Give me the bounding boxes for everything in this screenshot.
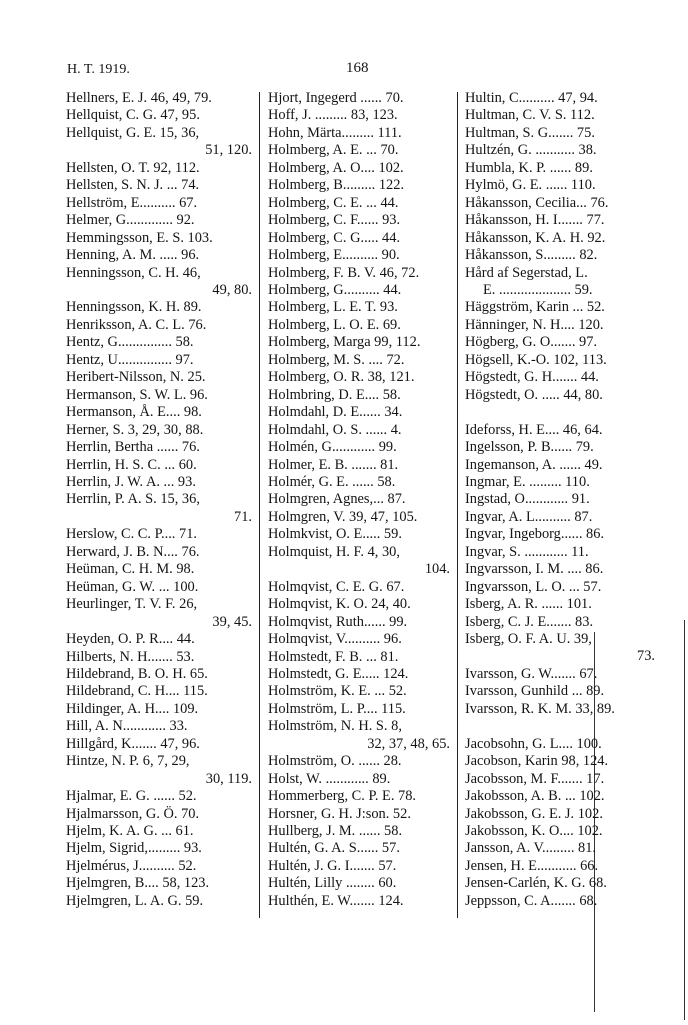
index-entry: Isberg, O. F. A. U. 39, bbox=[465, 631, 592, 648]
index-entry: Ivarsson, G. W....... 67. bbox=[465, 665, 598, 682]
index-entry: Holmström, N. H. S. 8, bbox=[268, 718, 402, 735]
running-header: H. T. 1919. bbox=[67, 62, 130, 77]
index-entry: Holmberg, Marga 99, 112. bbox=[268, 334, 421, 351]
index-entry: Hullberg, J. M. ...... 58. bbox=[268, 823, 403, 840]
index-entry: Hellsten, O. T. 92, 112. bbox=[66, 159, 200, 176]
index-entry: Holmberg, L. E. T. 93. bbox=[268, 299, 398, 316]
index-entry: Holmberg, A. E. ... 70. bbox=[268, 142, 399, 159]
index-entry: Hultén, J. G. I....... 57. bbox=[268, 857, 397, 874]
index-entry: Ideforss, H. E.... 46, 64. bbox=[465, 421, 603, 438]
index-entry: Holmström, L. P.... 115. bbox=[268, 700, 406, 717]
index-entry: Ingemanson, A. ...... 49. bbox=[465, 456, 603, 473]
index-entry: Hellquist, C. G. 47, 95. bbox=[66, 107, 200, 124]
index-entry: Holmberg, L. O. E. 69. bbox=[268, 316, 401, 333]
index-entry: Holmqvist, V.......... 96. bbox=[268, 631, 402, 648]
index-entry: Jakobsson, A. B. ... 102. bbox=[465, 788, 605, 805]
index-entry: Holmberg, C. F...... 93. bbox=[268, 212, 401, 229]
column-divider bbox=[259, 92, 260, 918]
binding-line bbox=[684, 620, 685, 1020]
index-column-2 bbox=[268, 90, 450, 910]
index-entry: Heüman, C. H. M. 98. bbox=[66, 561, 195, 578]
index-entry: Ingelsson, P. B...... 79. bbox=[465, 439, 594, 456]
index-entry: Holmkvist, O. E..... 59. bbox=[268, 526, 402, 543]
index-entry: Holmqvist, C. E. G. 67. bbox=[268, 578, 405, 595]
index-entry: Jeppsson, C. A....... 68. bbox=[465, 892, 598, 909]
index-entry: Holmqvist, Ruth...... 99. bbox=[268, 613, 408, 630]
index-entry: Hommerberg, C. P. E. 78. bbox=[268, 788, 417, 805]
index-entry: Humbla, K. P. ...... 89. bbox=[465, 159, 593, 176]
index-entry: Hultén, Lilly ........ 60. bbox=[268, 875, 397, 892]
index-entry: Hjelmgren, B.... 58, 123. bbox=[66, 875, 210, 892]
index-entry: Håkansson, S......... 82. bbox=[465, 247, 598, 264]
index-entry: Jacobsohn, G. L.... 100. bbox=[465, 735, 602, 752]
index-entry: Herner, S. 3, 29, 30, 88. bbox=[66, 421, 204, 438]
index-column-3 bbox=[465, 90, 655, 910]
index-entry: Hildebrand, C. H.... 115. bbox=[66, 683, 208, 700]
index-entry: Hill, A. N............ 33. bbox=[66, 718, 188, 735]
index-entry: Jacobson, Karin 98, 124. bbox=[465, 753, 609, 770]
index-entry: Herslow, C. C. P.... 71. bbox=[66, 526, 197, 543]
index-entry: Holmquist, H. F. 4, 30, bbox=[268, 543, 400, 560]
index-entry: Hellquist, G. E. 15, 36, bbox=[66, 124, 200, 141]
index-entry: Jakobsson, G. E. J. 102. bbox=[465, 805, 603, 822]
index-entry: Henningsson, K. H. 89. bbox=[66, 299, 202, 316]
index-entry: Hellström, E.......... 67. bbox=[66, 194, 198, 211]
index-entry: Håkansson, Cecilia... 76. bbox=[465, 194, 609, 211]
index-entry: Heüman, G. W. ... 100. bbox=[66, 578, 199, 595]
index-entry: Hjelm, Sigrid,......... 93. bbox=[66, 840, 202, 857]
index-entry: Holmberg, G.......... 44. bbox=[268, 281, 402, 298]
index-entry: Hentz, U............... 97. bbox=[66, 351, 194, 368]
index-entry: Hjelmgren, L. A. G. 59. bbox=[66, 892, 204, 909]
index-entry: Holmberg, C. E. ... 44. bbox=[268, 194, 399, 211]
index-entry: Holmström, K. E. ... 52. bbox=[268, 683, 407, 700]
index-entry-continuation: 39, 45. bbox=[212, 613, 252, 630]
index-entry: Herward, J. B. N.... 76. bbox=[66, 543, 200, 560]
index-entry: Horsner, G. H. J:son. 52. bbox=[268, 805, 411, 822]
index-entry: Isberg, A. R. ...... 101. bbox=[465, 596, 592, 613]
index-entry: Holmbring, D. E.... 58. bbox=[268, 386, 401, 403]
index-entry: Ingvar, A. L.......... 87. bbox=[465, 508, 593, 525]
index-entry: Isberg, C. J. E....... 83. bbox=[465, 613, 594, 630]
index-entry: Hjort, Ingegerd ...... 70. bbox=[268, 90, 404, 106]
index-entry: Holmdahl, O. S. ...... 4. bbox=[268, 421, 402, 438]
index-entry: Heyden, O. P. R.... 44. bbox=[66, 631, 195, 648]
index-entry: Holmer, E. B. ....... 81. bbox=[268, 456, 399, 473]
index-entry: Hulthén, E. W....... 124. bbox=[268, 892, 404, 909]
index-entry: Jensen-Carlén, K. G. 68. bbox=[465, 875, 607, 892]
index-entry: Ivarsson, R. K. M. 33, 89. bbox=[465, 700, 615, 717]
index-entry: Högberg, G. O....... 97. bbox=[465, 334, 598, 351]
index-entry: Herrlin, P. A. S. 15, 36, bbox=[66, 491, 200, 508]
index-entry: Herrlin, H. S. C. ... 60. bbox=[66, 456, 197, 473]
index-entry: Holmberg, E.......... 90. bbox=[268, 247, 400, 264]
index-entry: Holmberg, F. B. V. 46, 72. bbox=[268, 264, 420, 281]
index-entry: Hultén, G. A. S...... 57. bbox=[268, 840, 400, 857]
index-entry: Herrlin, J. W. A. ... 93. bbox=[66, 473, 196, 490]
index-entry: Ingmar, E. ......... 110. bbox=[465, 473, 590, 490]
index-entry: Holmstedt, G. E..... 124. bbox=[268, 665, 409, 682]
index-entry: Heurlinger, T. V. F. 26, bbox=[66, 596, 198, 613]
index-entry-continuation: 51, 120. bbox=[205, 142, 252, 159]
index-entry: Holmgren, Agnes,... 87. bbox=[268, 491, 406, 508]
entry-gap bbox=[465, 718, 655, 735]
index-entry: Hjelmérus, J.......... 52. bbox=[66, 857, 197, 874]
index-entry: Ingvar, S. ............ 11. bbox=[465, 543, 589, 560]
column-divider bbox=[457, 92, 458, 918]
index-entry: Hentz, G............... 58. bbox=[66, 334, 194, 351]
index-entry-continuation: 30, 119. bbox=[205, 770, 252, 787]
index-entry: Holmér, G. E. ...... 58. bbox=[268, 473, 396, 490]
index-entry: Häggström, Karin ... 52. bbox=[465, 299, 605, 316]
index-entry: Henningsson, C. H. 46, bbox=[66, 264, 201, 281]
index-entry: Jacobsson, M. F....... 17. bbox=[465, 770, 605, 787]
index-entry: Holmdahl, D. E...... 34. bbox=[268, 404, 403, 421]
index-entry: Hermanson, Å. E.... 98. bbox=[66, 404, 202, 421]
index-entry: Helmer, G............. 92. bbox=[66, 212, 195, 229]
index-entry: Holmberg, M. S. .... 72. bbox=[268, 351, 405, 368]
index-entry: Holmberg, C. G..... 44. bbox=[268, 229, 401, 246]
index-entry: Hultman, S. G....... 75. bbox=[465, 124, 595, 141]
index-entry-continuation: 32, 37, 48, 65. bbox=[367, 735, 450, 752]
index-entry: Hermanson, S. W. L. 96. bbox=[66, 386, 208, 403]
index-entry: Hildebrand, B. O. H. 65. bbox=[66, 665, 208, 682]
index-entry: Herrlin, Bertha ...... 76. bbox=[66, 439, 200, 456]
index-entry: Holmberg, B......... 122. bbox=[268, 177, 405, 194]
index-entry: Högsell, K.-O. 102, 113. bbox=[465, 351, 607, 368]
index-entry: Hoff, J. ......... 83, 123. bbox=[268, 107, 398, 124]
index-entry: Holmgren, V. 39, 47, 105. bbox=[268, 508, 418, 525]
index-entry: Högstedt, G. H....... 44. bbox=[465, 369, 599, 386]
index-entry: Hjalmarsson, G. Ö. 70. bbox=[66, 805, 200, 822]
index-entry: Hylmö, G. E. ...... 110. bbox=[465, 177, 596, 194]
index-entry: Hemmingsson, E. S. 103. bbox=[66, 229, 213, 246]
index-entry: Ingvar, Ingeborg...... 86. bbox=[465, 526, 605, 543]
index-entry: Hultman, C. V. S. 112. bbox=[465, 107, 595, 124]
index-entry-continuation: 104. bbox=[424, 561, 450, 578]
index-entry: Håkansson, K. A. H. 92. bbox=[465, 229, 606, 246]
index-entry: Hård af Segerstad, L. bbox=[465, 264, 588, 281]
index-entry: Ingvarsson, L. O. ... 57. bbox=[465, 578, 602, 595]
index-entry: Ingstad, O............ 91. bbox=[465, 491, 590, 508]
index-entry: Hildinger, A. H.... 109. bbox=[66, 700, 199, 717]
index-entry: Holmberg, A. O.... 102. bbox=[268, 159, 404, 176]
index-entry: Jansson, A. V......... 81. bbox=[465, 840, 597, 857]
index-entry: Holmberg, O. R. 38, 121. bbox=[268, 369, 415, 386]
index-entry: Hohn, Märta......... 111. bbox=[268, 124, 402, 141]
index-entry: Henning, A. M. ..... 96. bbox=[66, 247, 200, 264]
index-entry: Hintze, N. P. 6, 7, 29, bbox=[66, 753, 190, 770]
index-entry: Holmqvist, K. O. 24, 40. bbox=[268, 596, 411, 613]
index-entry: Högstedt, O. ..... 44, 80. bbox=[465, 386, 603, 403]
index-entry: Jensen, H. E........... 66. bbox=[465, 857, 599, 874]
index-entry: Ingvarsson, I. M. .... 86. bbox=[465, 561, 604, 578]
index-entry: Holmstedt, F. B. ... 81. bbox=[268, 648, 399, 665]
entry-gap bbox=[465, 404, 655, 421]
index-entry: Hänninger, N. H.... 120. bbox=[465, 316, 604, 333]
index-entry: Jakobsson, K. O.... 102. bbox=[465, 823, 603, 839]
index-entry: E. .................... 59. bbox=[483, 281, 593, 298]
index-entry: Heribert-Nilsson, N. 25. bbox=[66, 369, 206, 386]
page-number: 168 bbox=[346, 60, 369, 76]
index-entry: Hellsten, S. N. J. ... 74. bbox=[66, 177, 200, 194]
index-entry-continuation: 49, 80. bbox=[212, 281, 252, 298]
index-entry: Hjalmar, E. G. ...... 52. bbox=[66, 788, 197, 805]
index-column-1 bbox=[66, 90, 252, 910]
index-entry: Håkansson, H. I....... 77. bbox=[465, 212, 605, 229]
index-entry: Ivarsson, Gunhild ... 89. bbox=[465, 683, 605, 700]
index-entry: Hultin, C.......... 47, 94. bbox=[465, 90, 598, 106]
index-entry: Hillgård, K....... 47, 96. bbox=[66, 735, 200, 752]
index-entry: Hjelm, K. A. G. ... 61. bbox=[66, 823, 194, 840]
index-entry: Hilberts, N. H....... 53. bbox=[66, 648, 195, 665]
index-entry: Hultzén, G. ........... 38. bbox=[465, 142, 597, 159]
index-entry-continuation: 71. bbox=[234, 508, 252, 525]
index-entry: Holst, W. ............ 89. bbox=[268, 770, 391, 787]
index-entry: Holmén, G............ 99. bbox=[268, 439, 397, 456]
index-entry: Hellners, E. J. 46, 49, 79. bbox=[66, 90, 212, 106]
index-entry-continuation: 73. bbox=[637, 648, 655, 665]
index-entry: Henriksson, A. C. L. 76. bbox=[66, 316, 207, 333]
index-entry: Holmström, O. ...... 28. bbox=[268, 753, 402, 770]
